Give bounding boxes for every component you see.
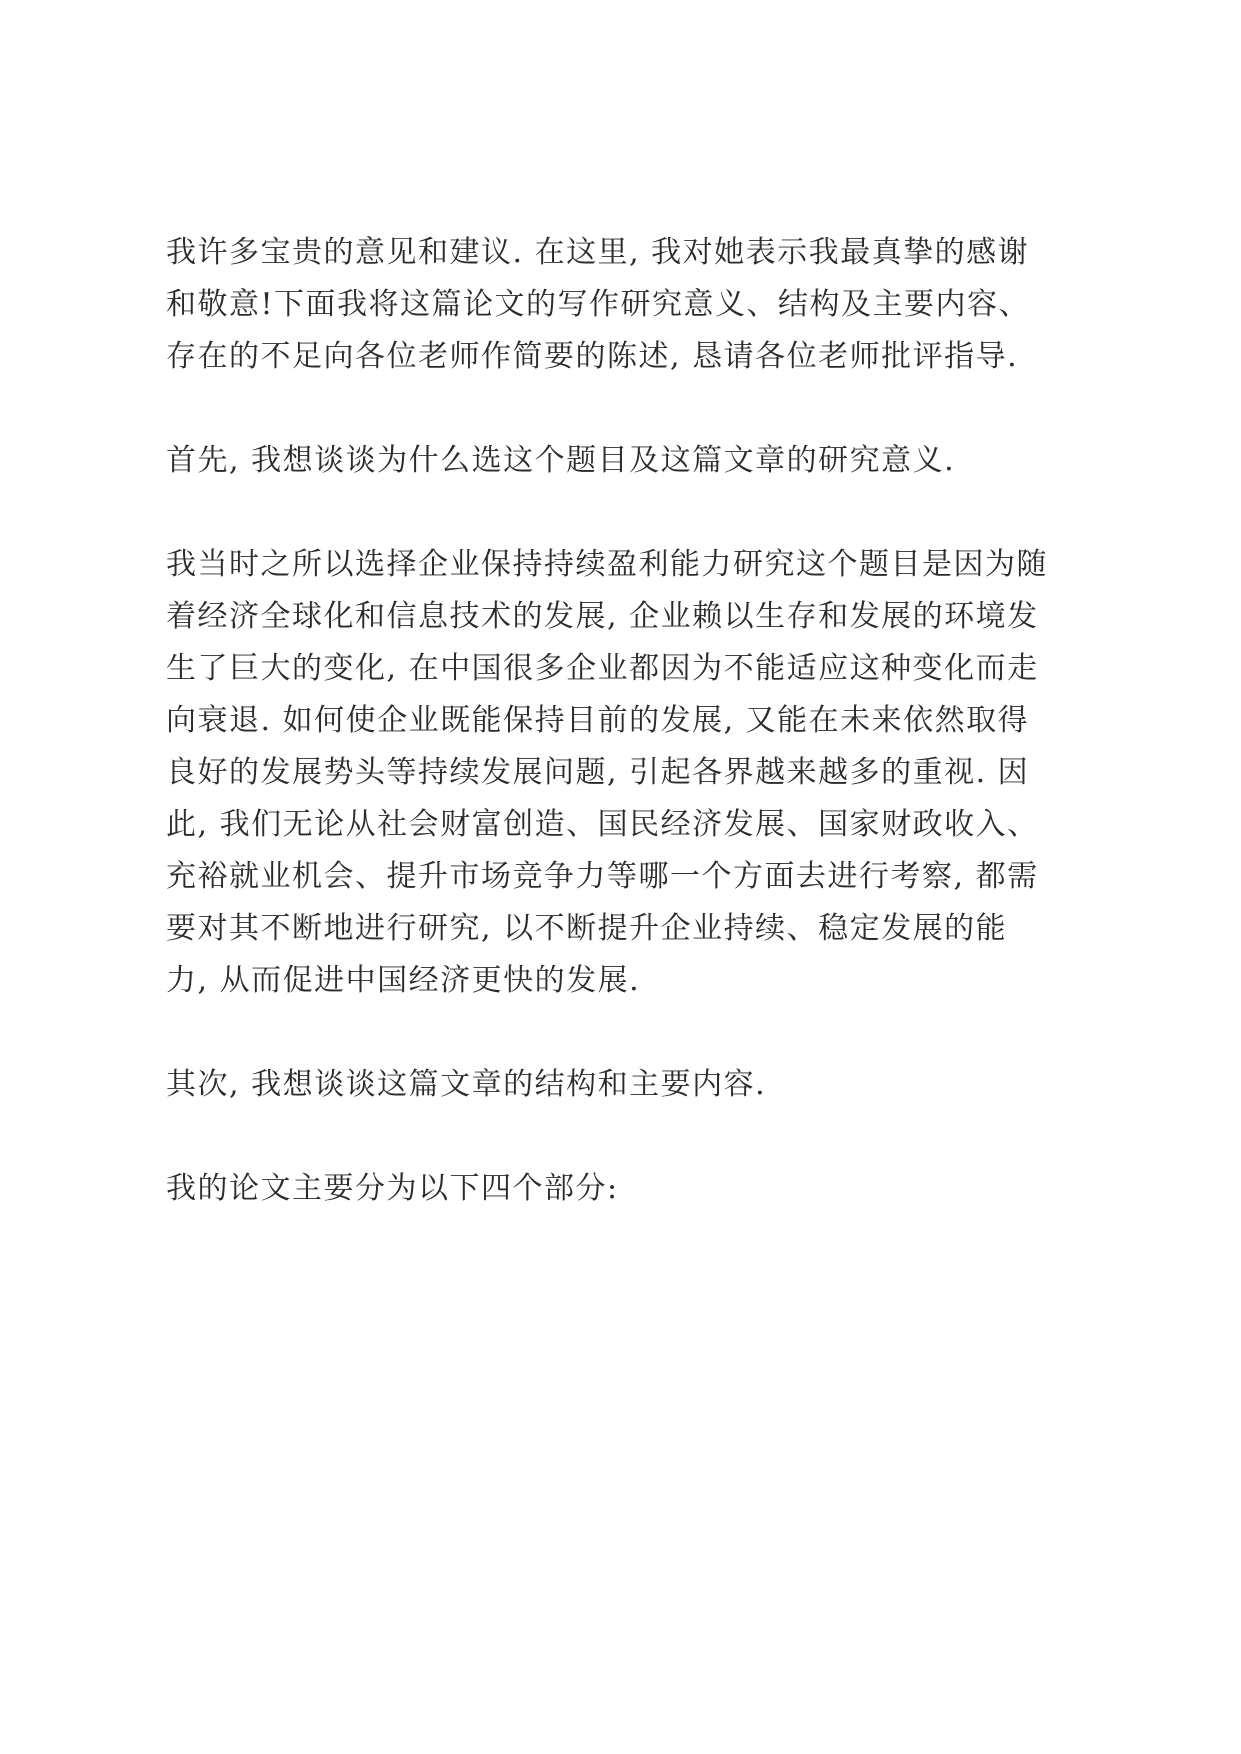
text-line: 我许多宝贵的意见和建议. 在这里, 我对她表示我最真挚的感谢 xyxy=(166,235,1030,270)
text-line: 良好的发展势头等持续发展问题, 引起各界越来越多的重视. 因 xyxy=(166,755,1030,790)
text-line: 充裕就业机会、提升市场竞争力等哪一个方面去进行考察, 都需 xyxy=(166,859,1039,894)
paragraph xyxy=(166,435,1106,487)
text-line: 向衰退. 如何使企业既能保持目前的发展, 又能在未来依然取得 xyxy=(166,703,1030,738)
text-line: 我的论文主要分为以下四个部分: xyxy=(166,1171,619,1206)
paragraph xyxy=(166,539,1106,1007)
text-line: 力, 从而促进中国经济更快的发展. xyxy=(166,963,641,998)
text-line: 首先, 我想谈谈为什么选这个题目及这篇文章的研究意义. xyxy=(166,443,956,478)
text-line: 存在的不足向各位老师作简要的陈述, 恳请各位老师批评指导. xyxy=(166,339,1019,374)
paragraph xyxy=(166,1163,1106,1215)
paragraph xyxy=(166,227,1106,383)
text-line: 我当时之所以选择企业保持持续盈利能力研究这个题目是因为随 xyxy=(166,547,1048,582)
text-line: 其次, 我想谈谈这篇文章的结构和主要内容. xyxy=(166,1067,767,1102)
paragraph-spacer xyxy=(166,1111,1106,1163)
document-body xyxy=(166,227,1106,1215)
text-line: 和敬意!下面我将这篇论文的写作研究意义、结构及主要内容、 xyxy=(166,287,1031,322)
paragraph-spacer xyxy=(166,383,1106,435)
paragraph xyxy=(166,1059,1106,1111)
text-line: 要对其不断地进行研究, 以不断提升企业持续、稳定发展的能 xyxy=(166,911,1008,946)
text-line: 着经济全球化和信息技术的发展, 企业赖以生存和发展的环境发 xyxy=(166,599,1039,634)
text-line: 生了巨大的变化, 在中国很多企业都因为不能适应这种变化而走 xyxy=(166,651,1039,686)
text-line: 此, 我们无论从社会财富创造、国民经济发展、国家财政收入、 xyxy=(166,807,1039,842)
paragraph-spacer xyxy=(166,487,1106,539)
paragraph-spacer xyxy=(166,1007,1106,1059)
